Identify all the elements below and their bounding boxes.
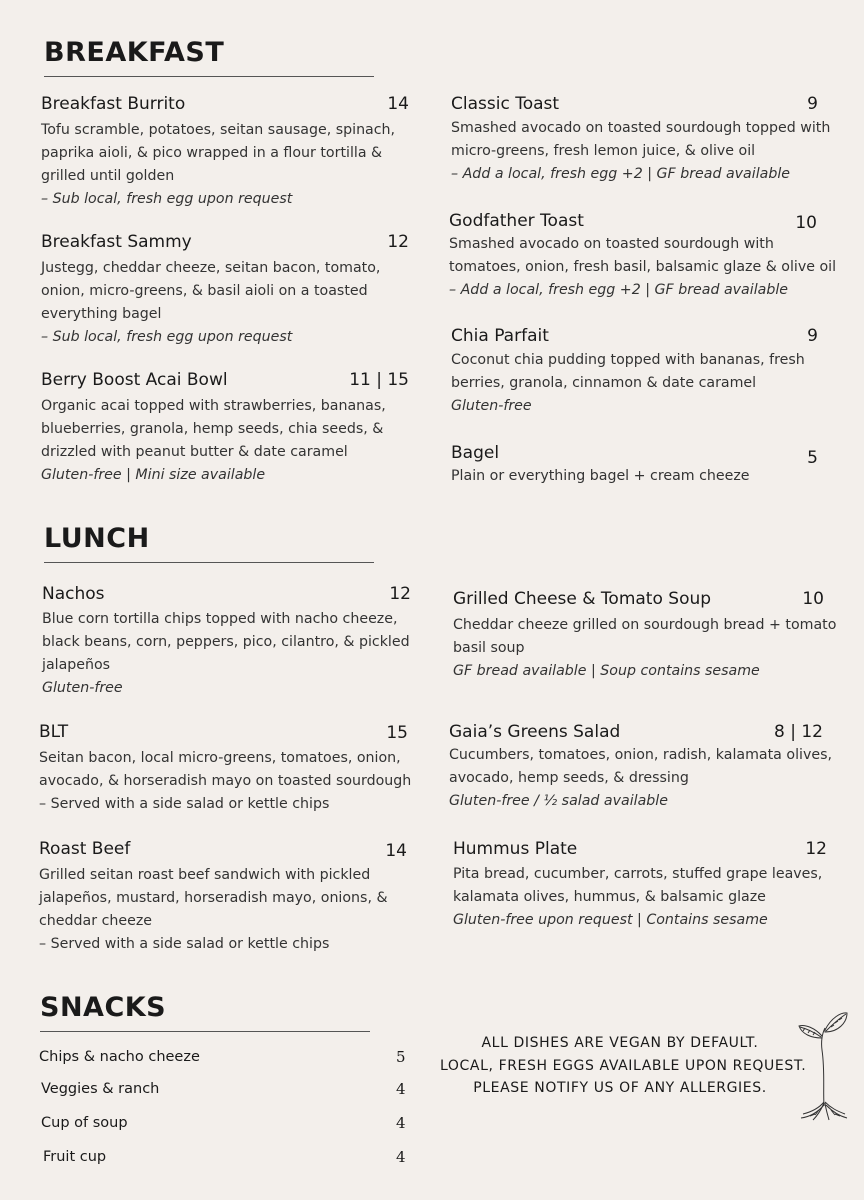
snack-item-price: 4 [396, 1148, 406, 1166]
item-note: GF bread available | Soup contains sesame [453, 663, 760, 679]
item-name: Chia Parfait [451, 326, 549, 346]
snack-item-name: Cup of soup [41, 1115, 128, 1131]
item-description: Justegg, cheddar cheeze, seitan bacon, tomato, onion, micro-greens, & basil aioli on a toasted everything bagel – Sub local, fresh egg upon request [41, 257, 380, 349]
item-description: Smashed avocado on toasted sourdough topped with micro-greens, fresh lemon juice, & olive oil – Add a local, fresh egg +2 | GF bread available [451, 117, 830, 186]
notice-line: ALL DISHES ARE VEGAN BY DEFAULT. [481, 1035, 759, 1051]
item-name: Roast Beef [39, 839, 131, 859]
item-note: – Add a local, fresh egg +2 | GF bread available [451, 166, 791, 182]
item-description: Seitan bacon, local micro-greens, tomatoes, onion, avocado, & horseradish mayo on toasted sourdough – Served with a side salad or kettle chips [39, 747, 411, 816]
item-name: Classic Toast [451, 94, 560, 114]
snack-item-price: 4 [396, 1080, 406, 1098]
breakfast-heading: BREAKFAST [44, 37, 225, 68]
item-name: Grilled Cheese & Tomato Soup [453, 589, 712, 609]
item-price: 14 [385, 841, 407, 861]
item-description: Smashed avocado on toasted sourdough with tomatoes, onion, fresh basil, balsamic glaze & olive oil – Add a local, fresh egg +2 | GF bread available [449, 233, 836, 302]
item-note: Gluten-free [451, 398, 532, 414]
item-note: Gluten-free / ½ salad available [449, 793, 668, 809]
snack-item-price: 4 [396, 1114, 406, 1132]
item-description: Tofu scramble, potatoes, seitan sausage, spinach, paprika aioli, & pico wrapped in a flour tortilla & grilled until golden – Sub local, fresh egg upon request [41, 119, 395, 211]
item-description: Coconut chia pudding topped with bananas, fresh berries, granola, cinnamon & date caramel Gluten-free [451, 349, 805, 418]
item-note: Gluten-free [42, 680, 123, 696]
snacks-rule [40, 1031, 370, 1032]
item-price: 12 [389, 584, 411, 604]
snacks-heading: SNACKS [40, 992, 167, 1023]
item-name: Gaia’s Greens Salad [449, 722, 621, 742]
snack-item-name: Veggies & ranch [41, 1081, 160, 1097]
lunch-rule [44, 562, 374, 563]
item-name: Breakfast Burrito [41, 94, 186, 114]
item-price: 11 | 15 [349, 370, 409, 390]
item-note: – Sub local, fresh egg upon request [41, 329, 293, 345]
item-price: 12 [387, 232, 409, 252]
snack-item-name: Fruit cup [43, 1149, 107, 1165]
notice-line: LOCAL, FRESH EGGS AVAILABLE UPON REQUEST. [440, 1057, 807, 1074]
item-description: Cheddar cheeze grilled on sourdough bread + tomato basil soup GF bread available | Soup contains sesame [453, 614, 836, 683]
item-note: – Add a local, fresh egg +2 | GF bread available [449, 282, 789, 298]
item-price: 8 | 12 [774, 722, 823, 742]
item-price: 10 [802, 589, 824, 609]
item-description: Blue corn tortilla chips topped with nacho cheeze, black beans, corn, peppers, pico, cilantro, & pickled jalapeños Gluten-free [42, 608, 410, 700]
lunch-heading: LUNCH [44, 523, 150, 554]
item-name: Breakfast Sammy [41, 232, 192, 252]
item-name: Hummus Plate [453, 839, 578, 859]
item-note: Gluten-free | Mini size available [41, 467, 266, 483]
item-note: – Served with a side salad or kettle chips [39, 796, 330, 812]
item-price: 14 [387, 94, 409, 114]
item-price: 15 [386, 723, 408, 743]
item-note: – Served with a side salad or kettle chips [39, 936, 330, 952]
item-name: BLT [39, 722, 69, 742]
item-description: Grilled seitan roast beef sandwich with pickled jalapeños, mustard, horseradish mayo, onions, & cheddar cheeze – Served with a side salad or kettle chips [39, 864, 388, 956]
item-note: – Sub local, fresh egg upon request [41, 191, 293, 207]
snack-item-price: 5 [396, 1048, 406, 1066]
item-price: 5 [807, 448, 818, 468]
item-price: 12 [805, 839, 827, 859]
notice-line: PLEASE NOTIFY US OF ANY ALLERGIES. [473, 1080, 767, 1096]
item-description: Cucumbers, tomatoes, onion, radish, kalamata olives, avocado, hemp seeds, & dressing Gluten-free / ½ salad available [449, 744, 832, 813]
item-price: 9 [807, 94, 818, 114]
snack-item-name: Chips & nacho cheeze [39, 1049, 200, 1065]
item-description: Pita bread, cucumber, carrots, stuffed grape leaves, kalamata olives, hummus, & balsamic glaze Gluten-free upon request | Contains sesame [453, 863, 822, 932]
item-name: Berry Boost Acai Bowl [41, 370, 228, 390]
item-price: 9 [807, 326, 818, 346]
item-description: Plain or everything bagel + cream cheeze [451, 468, 750, 484]
item-name: Godfather Toast [449, 211, 584, 231]
vegan-notice [440, 1032, 807, 1100]
item-name: Nachos [42, 584, 105, 604]
item-note: Gluten-free upon request | Contains sesame [453, 912, 768, 928]
sprout-icon [795, 1010, 851, 1122]
item-price: 10 [795, 213, 817, 233]
breakfast-rule [44, 76, 374, 77]
item-description: Organic acai topped with strawberries, bananas, blueberries, granola, hemp seeds, chia seeds, & drizzled with peanut butter & date caramel Gluten-free | Mini size available [41, 395, 386, 487]
item-name: Bagel [451, 443, 500, 463]
